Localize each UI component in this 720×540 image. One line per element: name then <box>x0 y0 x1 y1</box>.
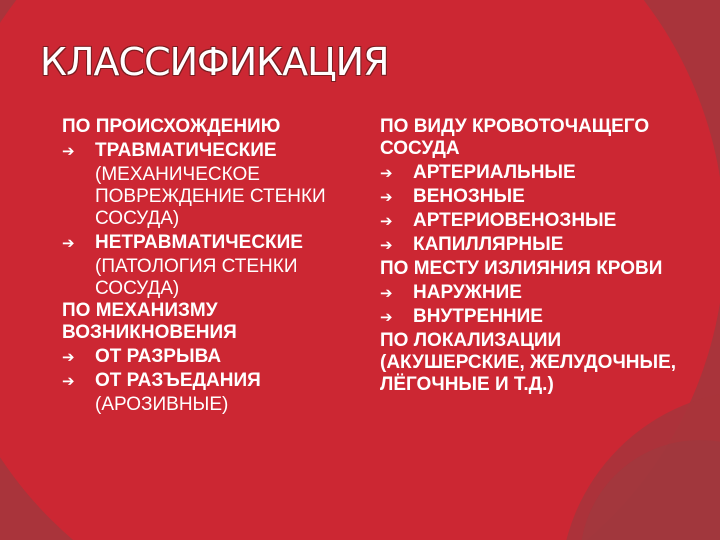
list-item <box>62 346 362 368</box>
list-item <box>380 210 700 232</box>
list-item <box>62 370 362 392</box>
right-column <box>380 116 700 396</box>
list-item <box>380 306 700 328</box>
list-item-label: ТРАВМАТИЧЕСКИЕ <box>95 140 277 161</box>
list-item-note: (ПАТОЛОГИЯ СТЕНКИ СОСУДА) <box>95 256 298 299</box>
list-item-label: ОТ РАЗРЫВА <box>95 346 222 367</box>
arrow-bullet-icon: ➔ <box>380 285 393 302</box>
arrow-bullet-icon: ➔ <box>62 373 75 390</box>
arrow-bullet-icon: ➔ <box>380 165 393 182</box>
right-heading-place: ПО МЕСТУ ИЗЛИЯНИЯ КРОВИ <box>380 258 663 279</box>
list-item-label: ОТ РАЗЪЕДАНИЯ <box>95 370 261 391</box>
arrow-bullet-icon: ➔ <box>62 235 75 252</box>
list-item <box>62 232 362 254</box>
list-item-label: ВЕНОЗНЫЕ <box>413 186 525 207</box>
list-item <box>380 234 700 256</box>
arrow-bullet-icon: ➔ <box>62 143 75 160</box>
list-item-label: АРТЕРИАЛЬНЫЕ <box>413 162 576 183</box>
list-item-note: (МЕХАНИЧЕСКОЕ ПОВРЕЖДЕНИЕ СТЕНКИ СОСУДА) <box>95 164 326 229</box>
right-heading-vessel: ПО ВИДУ КРОВОТОЧАЩЕГО СОСУДА <box>380 116 650 159</box>
arrow-bullet-icon: ➔ <box>62 349 75 366</box>
left-heading-origin: ПО ПРОИСХОЖДЕНИЮ <box>62 116 281 137</box>
arrow-bullet-icon: ➔ <box>380 213 393 230</box>
list-item <box>380 162 700 184</box>
list-item <box>380 282 700 304</box>
list-item-label: НЕТРАВМАТИЧЕСКИЕ <box>95 232 303 253</box>
left-column <box>62 116 362 416</box>
list-item <box>380 186 700 208</box>
list-item-label: АРТЕРИОВЕНОЗНЫЕ <box>413 210 617 231</box>
left-heading-mechanism: ПО МЕХАНИЗМУ ВОЗНИКНОВЕНИЯ <box>62 300 237 343</box>
arrow-bullet-icon: ➔ <box>380 309 393 326</box>
list-item-note: (АРОЗИВНЫЕ) <box>95 394 229 415</box>
list-item-label: КАПИЛЛЯРНЫЕ <box>413 234 564 255</box>
list-item-label: НАРУЖНИЕ <box>413 282 522 303</box>
list-item <box>62 140 362 162</box>
slide-title: КЛАССИФИКАЦИЯ <box>40 40 389 84</box>
arrow-bullet-icon: ➔ <box>380 189 393 206</box>
arrow-bullet-icon: ➔ <box>380 237 393 254</box>
right-heading-localization: ПО ЛОКАЛИЗАЦИИ (АКУШЕРСКИЕ, ЖЕЛУДОЧНЫЕ, ЛЁГОЧНЫЕ И Т.Д.) <box>380 330 677 395</box>
list-item-label: ВНУТРЕННИЕ <box>413 306 543 327</box>
